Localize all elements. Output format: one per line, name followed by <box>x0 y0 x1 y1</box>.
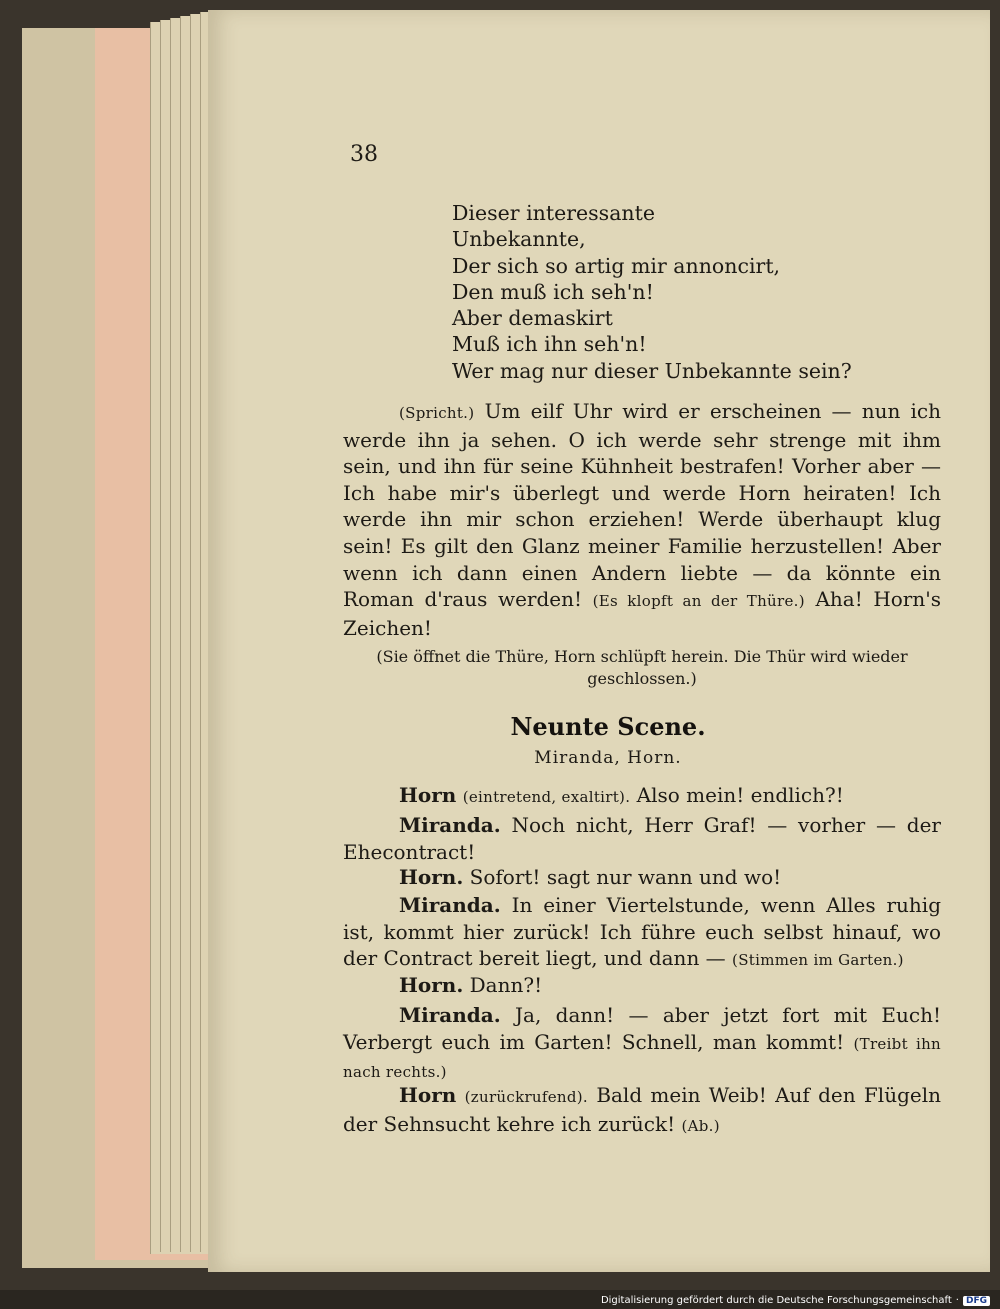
stage-direction-inline: (zurückrufend). <box>464 1088 589 1106</box>
stage-direction-inline: (eintretend, exaltirt). <box>462 788 631 806</box>
verse-line: Muß ich ihn seh'n! <box>452 332 647 357</box>
stage-direction-inline: (Stimmen im Garten.) <box>732 951 904 970</box>
verse-line: Aber demaskirt <box>452 306 613 331</box>
dialogue-text: Ja, dann! — aber jetzt fort mit Euch! Verbergt euch im Garten! Schnell, man kommt! <box>343 1003 942 1054</box>
dialogue-line <box>343 782 941 811</box>
dialogue-line <box>343 972 941 999</box>
speaker-name: Miranda. <box>399 813 501 837</box>
dialogue-text: Bald mein Weib! Auf den Flügeln der Sehnsucht kehre ich zurück! <box>343 1083 941 1136</box>
speaker-name: Miranda. <box>399 1003 501 1027</box>
verse-line: Wer mag nur dieser Unbekannte sein? <box>452 358 852 383</box>
dialogue-line <box>343 812 941 865</box>
stage-direction: (Sie öffnet die Thüre, Horn schlüpft herein. Die Thür wird wieder geschlossen.) <box>376 647 908 688</box>
speaker-name: Horn <box>399 1083 457 1107</box>
prose-text: Aha! Horn's Zeichen! <box>343 587 942 640</box>
prose-text: Um eilf Uhr wird er erscheinen — nun ich werde ihn ja sehen. O ich werde sehr strenge mit ihm sein, und ihn für seine Kühnheit bestrafen! Vorher aber — Ich habe mir's überlegt und werde Horn heiraten! Ich werde ihn mir schon erziehen! Werde überhaupt klug sein! Es gilt den Glanz meiner Familie herzustellen! Aber wenn ich dann einen Andern liebte — da könnte ein Roman d'raus werden! <box>343 399 942 612</box>
speaker-name: Miranda. <box>399 893 501 917</box>
dfg-logo-icon: DFG <box>963 1296 990 1306</box>
verse-line: Dieser interessante <box>452 201 655 225</box>
stage-direction-inline: (Spricht.) <box>399 404 475 422</box>
dialogue-text: Noch nicht, Herr Graf! — vorher — der Ehecontract! <box>343 813 941 864</box>
prose-paragraph <box>343 398 941 641</box>
dialogue-line <box>343 892 941 974</box>
dialogue-line <box>343 1002 941 1086</box>
digitization-footer: Digitalisierung gefördert durch die Deutsche Forschungsgemeinschaft · DFG <box>601 1295 990 1306</box>
stage-direction-inline: (Es klopft an der Thüre.) <box>592 592 805 611</box>
dialogue-text: Also mein! endlich?! <box>636 783 844 807</box>
verse-line: Der sich so artig mir annoncirt, <box>452 253 781 278</box>
page-number: 38 <box>350 142 378 167</box>
dialogue-text: Dann?! <box>469 973 543 997</box>
dialogue-line <box>343 864 941 891</box>
footer-credit: Digitalisierung gefördert durch die Deutsche Forschungsgemeinschaft <box>600 1295 952 1306</box>
dialogue-line <box>343 1082 941 1139</box>
speaker-name: Horn <box>399 783 457 807</box>
speaker-name: Horn. <box>399 865 464 889</box>
scene-title: Neunte Scene. <box>510 712 706 741</box>
dialogue-text: Sofort! sagt nur wann und wo! <box>469 865 782 889</box>
stage-direction-inline: (Treibt ihn nach rechts.) <box>343 1034 941 1082</box>
dialogue-text: In einer Viertelstunde, wenn Alles ruhig ist, kommt hier zurück! Ich führe euch selbst hinauf, wo der Contract bereit liegt, und dann — <box>343 893 941 971</box>
stage-direction-inline: (Ab.) <box>681 1116 720 1135</box>
verse-line: Unbekannte, <box>452 227 586 252</box>
speaker-name: Horn. <box>399 973 464 997</box>
verse-line: Den muß ich seh'n! <box>452 279 654 304</box>
verse-block <box>452 200 932 384</box>
scene-persons: Miranda, Horn. <box>534 748 682 768</box>
